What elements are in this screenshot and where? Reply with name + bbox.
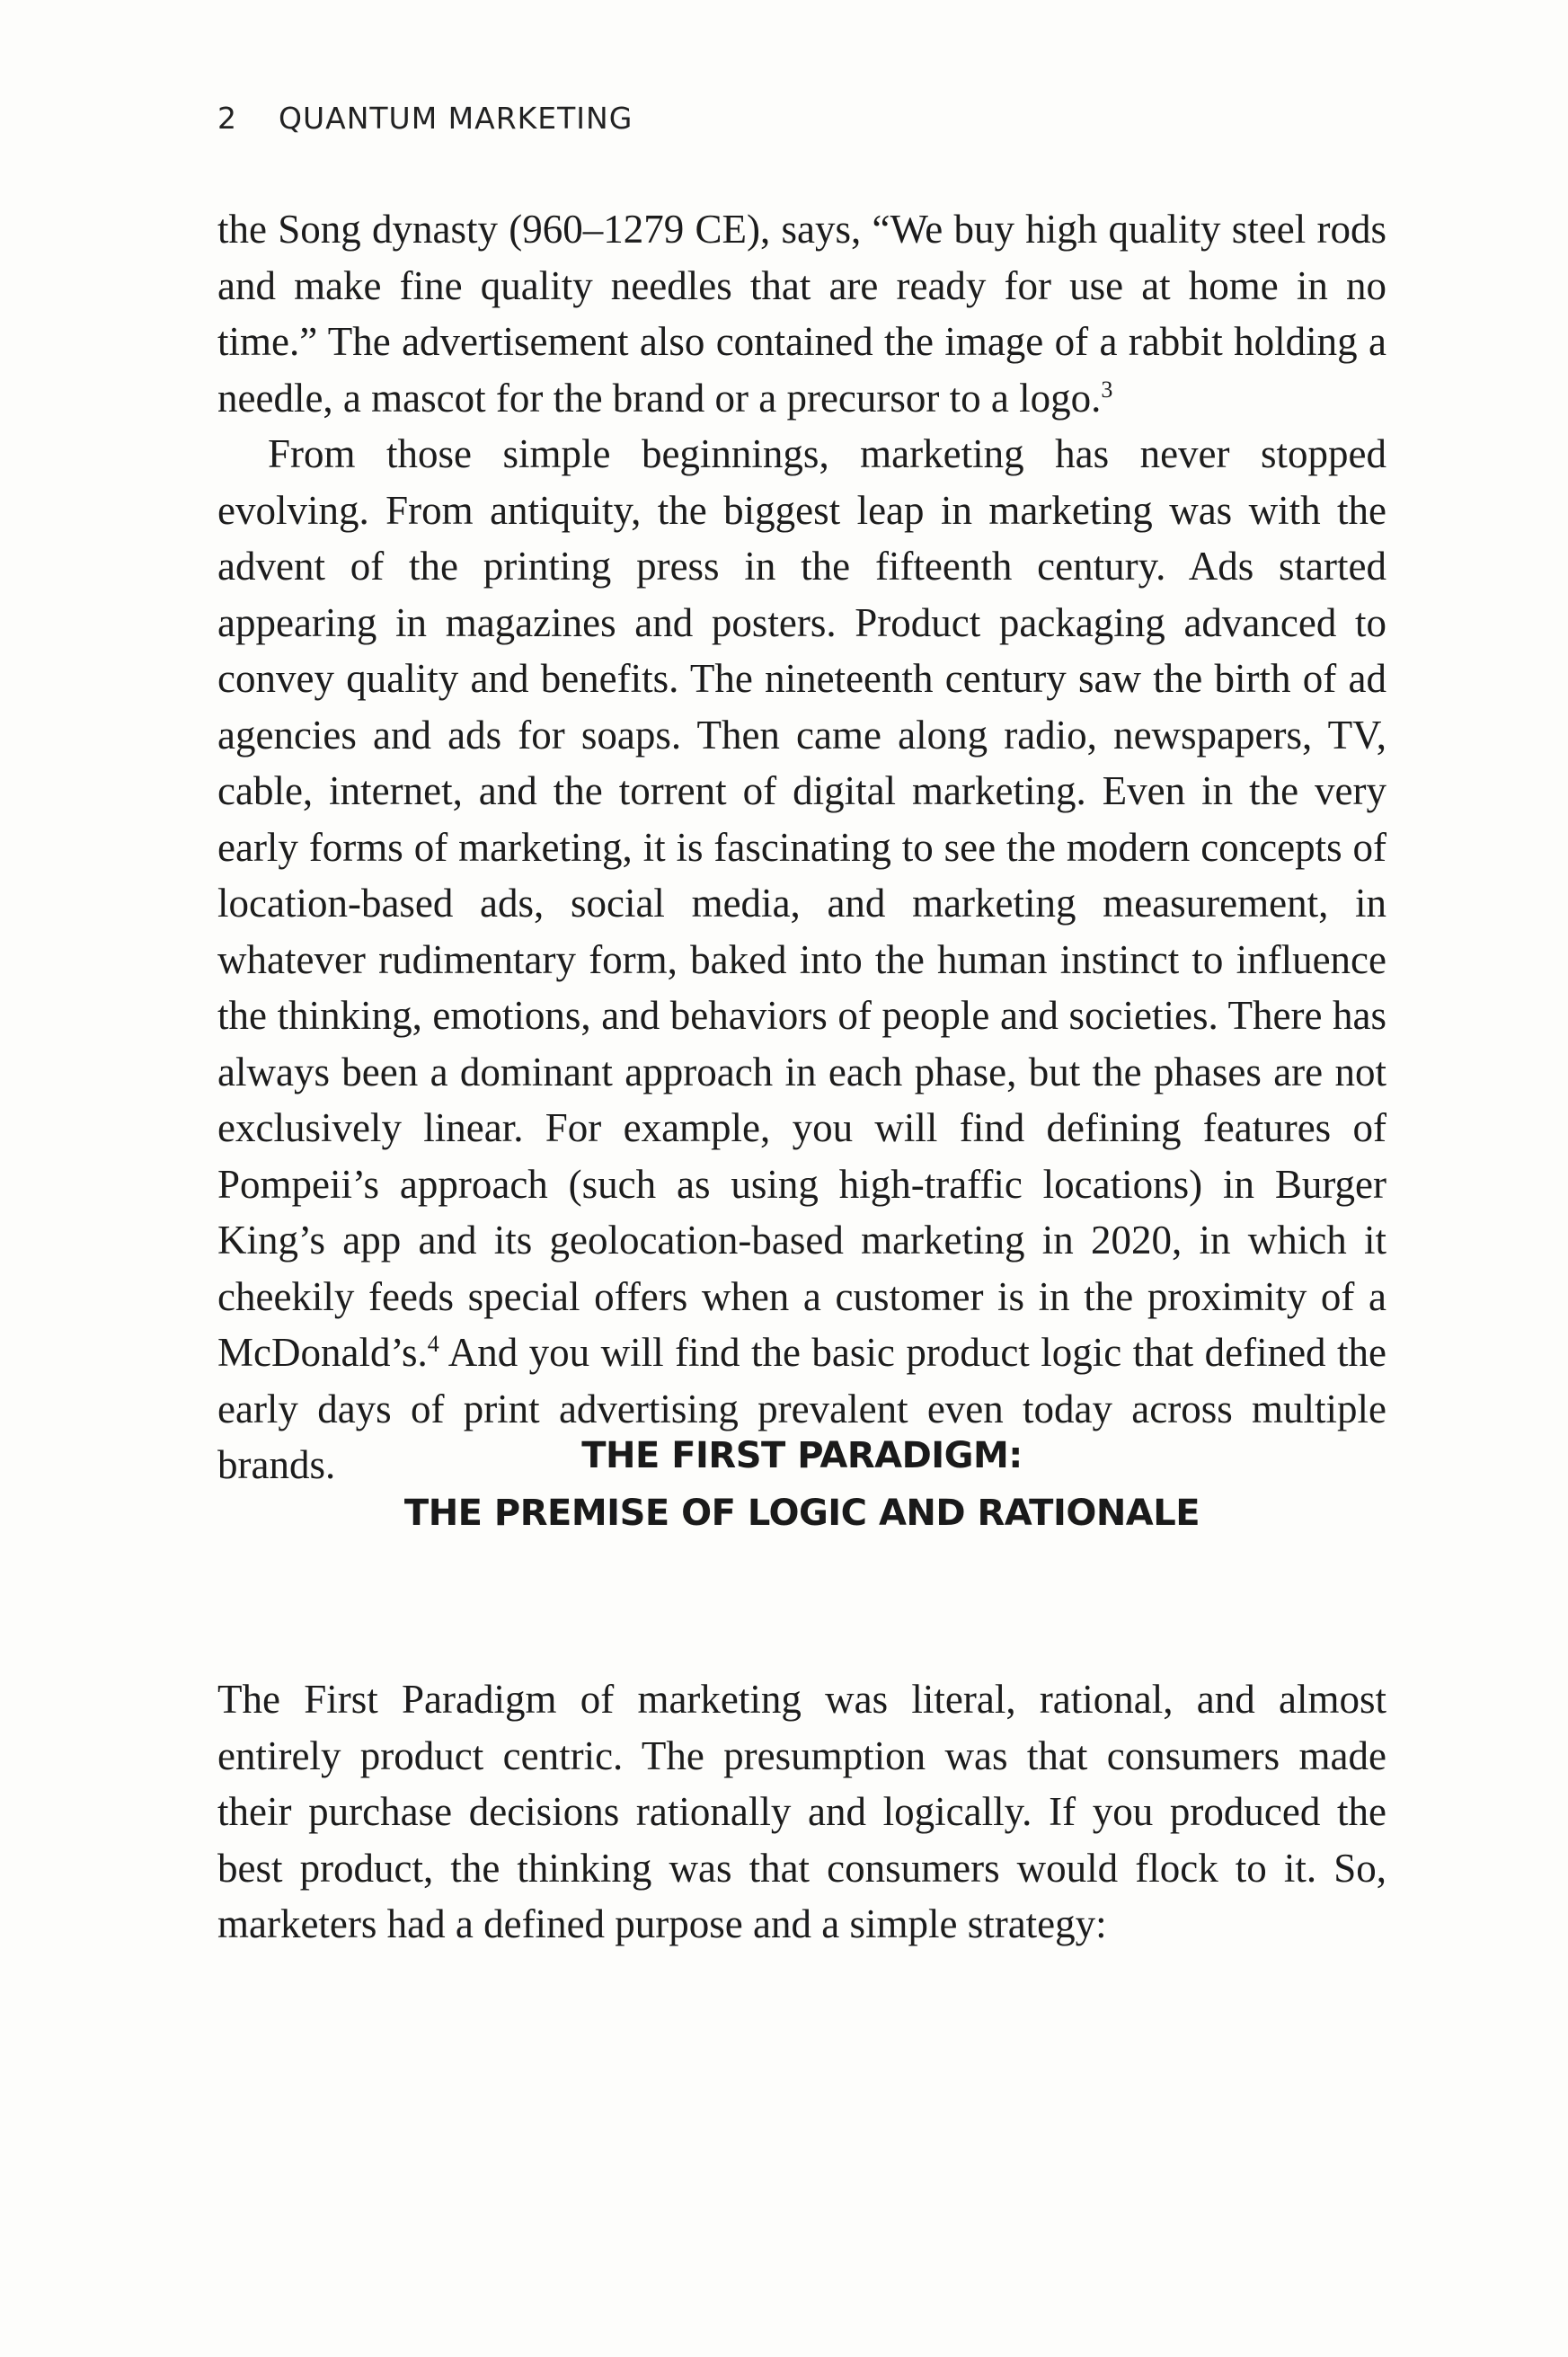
running-head [217,101,633,136]
paragraph-text: the Song dynasty (960–1279 CE), says, “We buy high quality steel rods and make fine quality needles that are ready for use at home in no time.” The advertisement also contained the image of a rabbit holding a needle, a mascot for the brand or a precursor to a logo. [217,207,1386,421]
book-title: QUANTUM MARKETING [279,101,633,136]
paragraph [217,201,1386,426]
paragraph-text-continued: And you will find the basic product logic that defined the early days of print advertising prevalent even today across multiple brands. [217,1330,1386,1487]
section-heading [217,1427,1386,1542]
body-text-top [217,201,1386,1493]
section-heading-line-2: THE PREMISE OF LOGIC AND RATIONALE [403,1493,1200,1534]
section-heading-line-1: THE FIRST PARADIGM: [581,1435,1023,1476]
page-number: 2 [217,101,237,136]
footnote-marker: 4 [427,1331,439,1357]
footnote-marker: 3 [1101,376,1113,403]
paragraph [217,426,1386,1493]
body-text-bottom [217,1671,1386,1953]
paragraph-text: From those simple beginnings, marketing has never stopped evolving. From antiquity, the biggest leap in marketing was with the advent of the printing press in the fifteenth century. Ads started appearing in magazines and posters. Product packaging advanced to convey quality and benefits. The nineteenth century saw the birth of ad agencies and ads for soaps. Then came along radio, newspapers, TV, cable, internet, and the torrent of digital marketing. Even in the very early forms of marketing, it is fascinating to see the modern concepts of location-based ads, social media, and marketing measurement, in whatever rudimentary form, baked into the human instinct to influence the thinking, emotions, and behaviors of people and societies. There has always been a dominant approach in each phase, but the phases are not exclusively linear. For example, you will find defining features of Pompeii’s approach (such as using high-traffic locations) in Burger King’s app and its geolocation-based marketing in 2020, in which it cheekily feeds special offers when a customer is in the proximity of a McDonald’s. [217,431,1386,1375]
paragraph: The First Paradigm of marketing was literal, rational, and almost entirely product centric. The presumption was that consumers made their purchase decisions rationally and logically. If you produced the best product, the thinking was that consumers would flock to it. So, marketers had a defined purpose and a simple strategy: [217,1677,1386,1946]
